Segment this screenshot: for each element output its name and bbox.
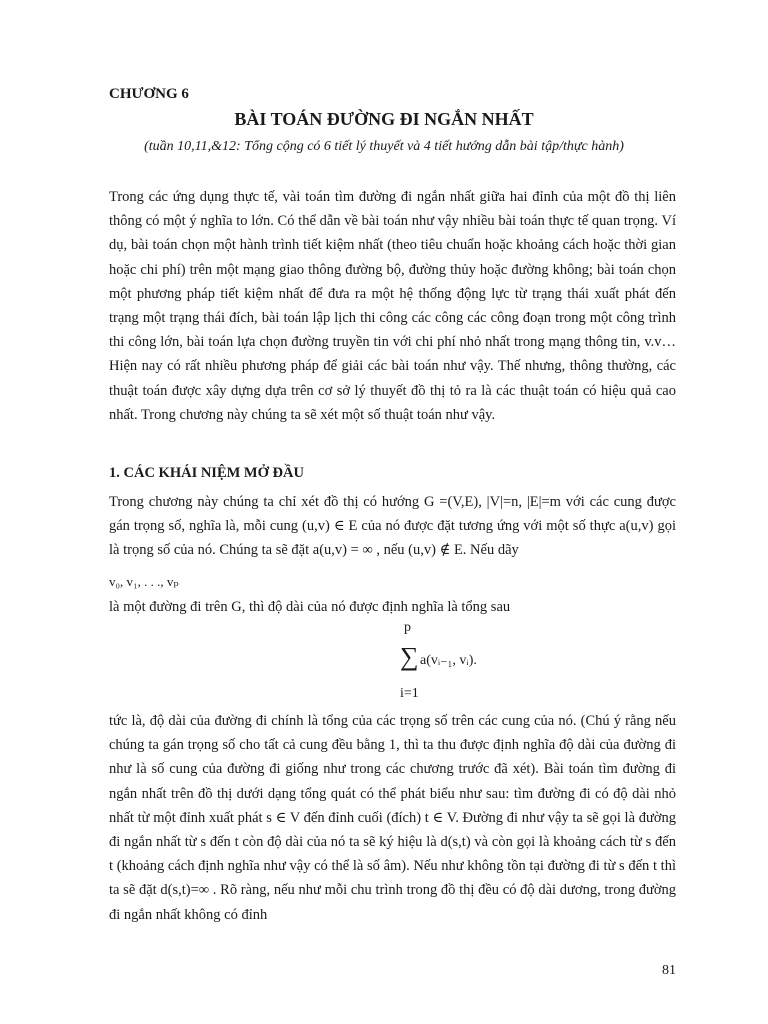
sum-expression: a(vᵢ₋₁, vᵢ).	[420, 653, 477, 668]
definition-paragraph: Trong chương này chúng ta chỉ xét đồ thị có hướng G =(V,E), |V|=n, |E|=m với các cung được gán trọng số, nghĩa là, mỗi cung (u,v) ∈ E của nó được đặt tương ứng với một số thực a(u,v) gọi là trọng số của nó. Chúng ta sẽ đặt a(u,v) = ∞ , nếu (u,v) ∉ E. Nếu dãy	[109, 494, 676, 559]
sum-lower-limit: i=1	[400, 686, 419, 701]
sigma-symbol: ∑	[400, 642, 419, 671]
chapter-title: BÀI TOÁN ĐƯỜNG ĐI NGẮN NHẤT	[234, 109, 534, 129]
path-length-sentence: là một đường đi trên G, thì độ dài của nó được định nghĩa là tổng sau	[109, 599, 511, 615]
sum-upper-limit: p	[404, 620, 411, 635]
chapter-label: CHƯƠNG 6	[109, 86, 189, 102]
vertex-sequence: v₀, v₁, . . ., vₚ	[109, 574, 179, 589]
problem-statement-paragraph: tức là, độ dài của đường đi chính là tổng của các trọng số trên các cung của nó. (Chú ý rằng nếu chúng ta gán trọng số cho tất cả cung đều bằng 1, thì ta thu được định nghĩa độ dài của đường đi như là số cung của đường đi giống như trong các chương trước đã xét). Bài toán tìm đường đi ngắn nhất trên đồ thị dưới dạng tổng quát có thể phát biểu như sau: tìm đường đi có độ dài nhỏ nhất từ một đỉnh xuất phát s ∈ V đến đỉnh cuối (đích) t ∈ V. Đường đi như vậy ta sẽ gọi là đường đi ngắn nhất từ s đến t còn độ dài của nó ta sẽ ký hiệu là d(s,t) và còn gọi là khoảng cách từ s đến t (khoảng cách định nghĩa như vậy có thể là số âm). Nếu như không tồn tại đường đi từ s đến t thì ta sẽ đặt d(s,t)=∞ . Rõ ràng, nếu như mỗi chu trình trong đồ thị đều có độ dài dương, trong đường đi ngắn nhất không có đỉnh	[109, 713, 676, 923]
intro-paragraph: Trong các ứng dụng thực tế, vài toán tìm đường đi ngắn nhất giữa hai đỉnh của một đồ thị liên thông có một ý nghĩa to lớn. Có thể dẫn về bài toán như vậy nhiều bài toán thực tế quan trọng. Ví dụ, bài toán chọn một hành trình tiết kiệm nhất (theo tiêu chuẩn hoặc khoảng cách hoặc thời gian hoặc chi phí) trên một mạng giao thông đường bộ, đường thủy hoặc đường không; bài toán chọn một phương pháp tiết kiệm nhất để đưa ra một hệ thống động lực từ trạng thái xuất phát đến trạng một trạng thái đích, bài toán lập lịch thi công các công các công đoạn trong một công trình thi công lớn, bài toán lựa chọn đường truyền tin với chi phí nhỏ nhất trong mạng thông tin, v.v… Hiện nay có rất nhiều phương pháp để giải các bài toán như vậy. Thế nhưng, thông thường, các thuật toán được xây dựng dựa trên cơ sở lý thuyết đồ thị tỏ ra là các thuật toán có hiệu quả cao nhất. Trong chương này chúng ta sẽ xét một số thuật toán như vậy.	[109, 189, 676, 423]
chapter-subtitle: (tuần 10,11,&12: Tổng cộng có 6 tiết lý thuyết và 4 tiết hướng dẫn bài tập/thực hành)	[144, 139, 624, 154]
page-number: 81	[662, 963, 676, 978]
sum-formula	[400, 620, 510, 710]
section-heading: 1. CÁC KHÁI NIỆM MỞ ĐẦU	[109, 465, 304, 481]
